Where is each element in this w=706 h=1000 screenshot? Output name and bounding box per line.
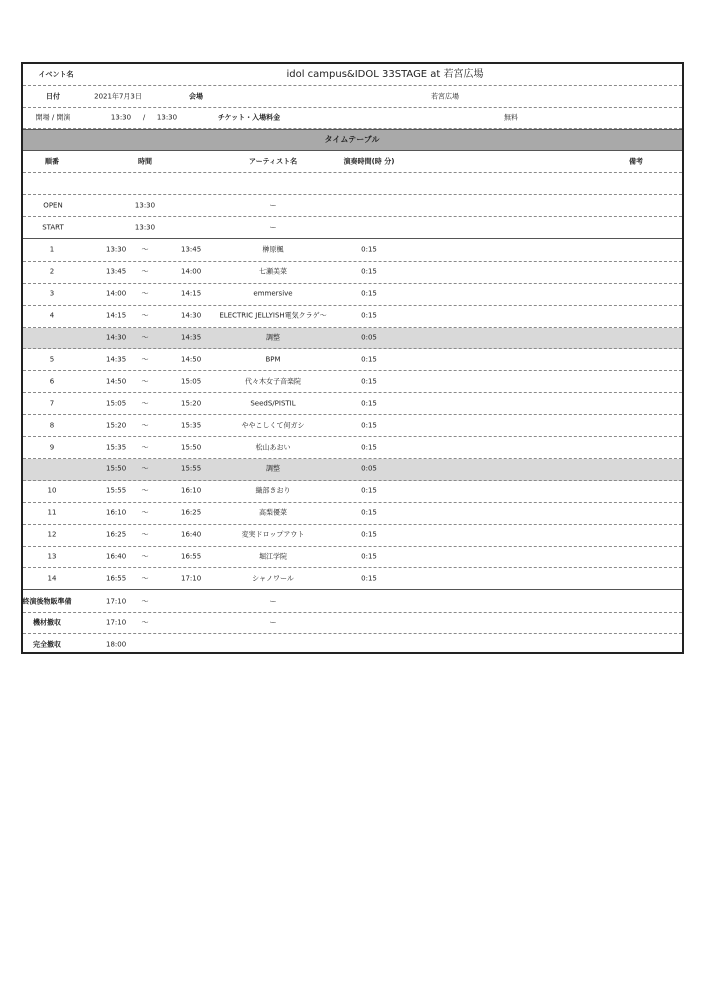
row-start-time: 15:35 [106, 443, 127, 452]
row-time-separator: 〜 [141, 508, 149, 517]
timetable-row [23, 240, 682, 262]
row-start-time: 14:15 [106, 311, 127, 320]
row-start-time: 13:30 [106, 245, 127, 254]
post-row-artist: ー [269, 597, 277, 606]
row-start-time: 15:55 [106, 486, 127, 495]
event-timetable-sheet [21, 62, 684, 654]
row-start-time: 15:05 [106, 399, 127, 408]
row-duration: 0:15 [361, 355, 377, 364]
post-show-row [23, 613, 682, 635]
open-start-separator: / [142, 113, 146, 122]
row-time-separator: 〜 [141, 355, 149, 364]
row-number: 1 [49, 245, 55, 254]
ticket-label: チケット・入場料金 [217, 113, 281, 122]
row-duration: 0:15 [361, 552, 377, 561]
row-time-separator: 〜 [141, 443, 149, 452]
row-number: 7 [49, 399, 55, 408]
row-time-separator: 〜 [141, 464, 149, 473]
row-duration: 0:15 [361, 377, 377, 386]
post-row-artist: ー [269, 618, 277, 627]
timetable-row [23, 437, 682, 459]
row-end-time: 15:55 [181, 464, 202, 473]
row-time-separator: 〜 [141, 377, 149, 386]
row-artist: 堀江学院 [259, 552, 287, 561]
open-start-ticket-row [23, 108, 682, 129]
post-row-label: 機材撤収 [33, 618, 61, 627]
row-duration: 0:15 [361, 311, 377, 320]
venue-label: 会場 [189, 92, 203, 100]
row-start-time: 16:10 [106, 508, 127, 517]
row-duration: 0:15 [361, 421, 377, 430]
row-number: 11 [47, 508, 57, 517]
start-row-artist: ー [269, 223, 277, 231]
row-end-time: 14:00 [181, 267, 202, 276]
row-artist: ややこしくて何ガシ [241, 421, 305, 430]
row-start-time: 14:00 [106, 289, 127, 298]
timetable-row [23, 503, 682, 525]
row-number: 6 [49, 377, 55, 386]
row-duration: 0:15 [361, 574, 377, 583]
row-artist: 織部きおり [255, 486, 291, 495]
header-notes: 備考 [629, 157, 643, 165]
open-row-label: OPEN [43, 201, 63, 209]
row-artist: 松山あおい [255, 443, 291, 452]
date-venue-row [23, 86, 682, 108]
row-artist: emmersive [253, 289, 293, 298]
row-time-separator: 〜 [141, 399, 149, 408]
row-artist: 榊原楓 [262, 245, 284, 254]
row-start-time: 14:50 [106, 377, 127, 386]
row-duration: 0:15 [361, 530, 377, 539]
row-time-separator: 〜 [141, 245, 149, 254]
start-row-label: START [42, 223, 64, 231]
row-number: 5 [49, 355, 55, 364]
row-time-separator: 〜 [141, 486, 149, 495]
row-start-time: 16:40 [106, 552, 127, 561]
row-start-time: 15:50 [106, 464, 127, 473]
row-artist: 七瀬美菜 [259, 267, 287, 276]
ticket-value: 無料 [504, 113, 518, 122]
post-show-row [23, 591, 682, 613]
row-start-time: 16:55 [106, 574, 127, 583]
header-order: 順番 [45, 157, 59, 165]
timetable-row [23, 371, 682, 393]
row-artist: SeedS/PISTIL [250, 399, 296, 408]
row-end-time: 14:50 [181, 355, 202, 364]
row-time-separator: 〜 [141, 311, 149, 320]
row-artist: 代々木女子音楽院 [245, 377, 301, 386]
row-time-separator: 〜 [141, 289, 149, 298]
row-duration: 0:15 [361, 289, 377, 298]
timetable-row [23, 306, 682, 328]
header-duration: 演奏時間(時 分) [343, 157, 395, 165]
event-name-label: イベント名 [38, 70, 74, 78]
timetable-title: タイムテーブル [324, 135, 380, 144]
timetable-header-row [23, 151, 682, 173]
open-row-artist: ー [269, 201, 277, 209]
row-number: 14 [47, 574, 57, 583]
header-time: 時間 [138, 157, 152, 165]
timetable-row [23, 284, 682, 306]
row-duration: 0:15 [361, 486, 377, 495]
row-time-separator: 〜 [141, 267, 149, 276]
timetable-row [23, 481, 682, 503]
post-row-label: 完全撤収 [33, 640, 61, 649]
start-time: 13:30 [156, 113, 178, 122]
post-row-time: 17:10 [106, 597, 127, 606]
row-number: 4 [49, 311, 55, 320]
row-start-time: 15:20 [106, 421, 127, 430]
row-start-time: 16:25 [106, 530, 127, 539]
timetable-row [23, 569, 682, 591]
row-artist: 高梨優菜 [259, 508, 287, 517]
timetable-row [23, 262, 682, 284]
open-time: 13:30 [110, 113, 132, 122]
timetable-row [23, 328, 682, 350]
row-end-time: 16:55 [181, 552, 202, 561]
row-start-time: 14:30 [106, 333, 127, 342]
row-artist: ELECTRIC JELLYISH電気クラゲ〜 [219, 311, 327, 320]
row-time-separator: 〜 [141, 333, 149, 342]
timetable-row [23, 350, 682, 372]
start-row-time: 13:30 [134, 223, 156, 231]
post-row-separator: 〜 [141, 618, 149, 627]
row-start-time: 14:35 [106, 355, 127, 364]
timetable-row [23, 415, 682, 437]
row-duration: 0:15 [361, 245, 377, 254]
post-row-label: 終演後物販準備 [22, 597, 72, 606]
row-time-separator: 〜 [141, 552, 149, 561]
row-end-time: 16:40 [181, 530, 202, 539]
row-artist: BPM [265, 355, 281, 364]
row-end-time: 14:35 [181, 333, 202, 342]
row-time-separator: 〜 [141, 574, 149, 583]
timetable-row [23, 459, 682, 481]
start-row [23, 217, 682, 239]
row-number: 9 [49, 443, 55, 452]
row-artist: シャノワール [252, 574, 294, 583]
row-number: 12 [47, 530, 57, 539]
row-end-time: 14:30 [181, 311, 202, 320]
header-artist: アーティスト名 [248, 157, 298, 165]
row-end-time: 15:50 [181, 443, 202, 452]
row-number: 8 [49, 421, 55, 430]
row-end-time: 15:20 [181, 399, 202, 408]
event-name: idol campus&IDOL 33STAGE at 若宮広場 [286, 68, 484, 80]
row-number: 3 [49, 289, 55, 298]
open-row-time: 13:30 [134, 201, 156, 209]
row-time-separator: 〜 [141, 421, 149, 430]
row-duration: 0:15 [361, 443, 377, 452]
row-duration: 0:15 [361, 267, 377, 276]
post-row-time: 18:00 [106, 640, 127, 649]
row-end-time: 17:10 [181, 574, 202, 583]
row-number: 2 [49, 267, 55, 276]
row-duration: 0:15 [361, 508, 377, 517]
date-label: 日付 [46, 92, 60, 100]
row-end-time: 16:10 [181, 486, 202, 495]
post-show-row [23, 634, 682, 656]
row-end-time: 16:25 [181, 508, 202, 517]
timetable-row [23, 525, 682, 547]
row-duration: 0:15 [361, 399, 377, 408]
timetable-title-band [23, 129, 682, 151]
row-duration: 0:05 [361, 464, 377, 473]
post-row-separator: 〜 [141, 597, 149, 606]
event-name-row [23, 64, 682, 86]
row-number: 13 [47, 552, 57, 561]
row-number: 10 [47, 486, 57, 495]
timetable-row [23, 547, 682, 569]
date-value: 2021年7月3日 [94, 92, 142, 100]
row-artist: 調整 [266, 333, 280, 342]
timetable-row [23, 393, 682, 415]
row-end-time: 14:15 [181, 289, 202, 298]
open-row [23, 195, 682, 217]
row-artist: 変実ドロップアウト [241, 530, 305, 539]
row-duration: 0:05 [361, 333, 377, 342]
row-artist: 調整 [266, 464, 280, 473]
post-row-time: 17:10 [106, 618, 127, 627]
row-end-time: 13:45 [181, 245, 202, 254]
spacer-row [23, 173, 682, 195]
row-time-separator: 〜 [141, 530, 149, 539]
row-end-time: 15:05 [181, 377, 202, 386]
row-start-time: 13:45 [106, 267, 127, 276]
row-end-time: 15:35 [181, 421, 202, 430]
open-start-label: 開場 / 開演 [35, 113, 71, 122]
venue-value: 若宮広場 [431, 92, 459, 100]
